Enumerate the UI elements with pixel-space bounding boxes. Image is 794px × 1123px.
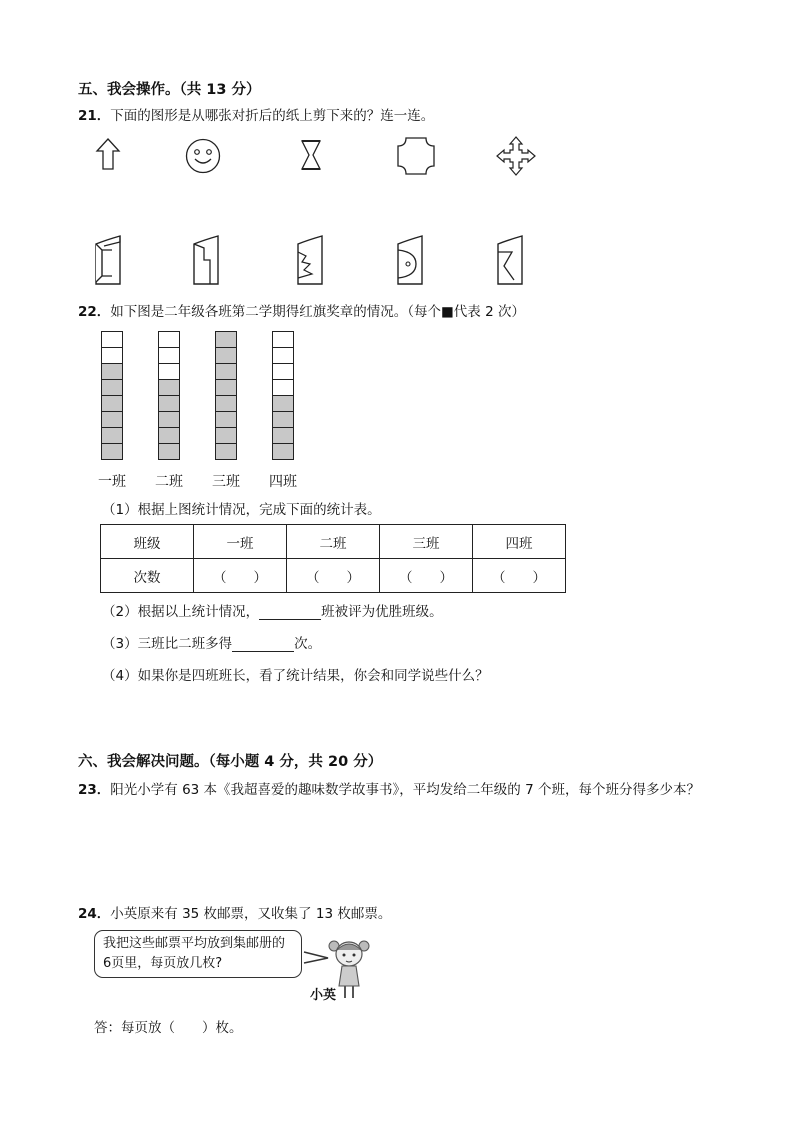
chart-category-label: 三班 — [212, 474, 240, 490]
chart-square-empty — [273, 364, 293, 380]
chart-bar-1 — [101, 331, 123, 460]
table-header-row — [101, 525, 566, 559]
folded-paper-semicircle-shape — [394, 234, 426, 286]
chart-square-empty — [102, 348, 122, 364]
question-text: 下面的图形是从哪张对折后的纸上剪下来的？连一连。 — [110, 108, 435, 124]
folded-paper-zigzag-shape — [294, 234, 326, 286]
folded-paper-bracket-shape — [92, 234, 124, 286]
section5-title: 五、我会操作。（共 13 分） — [78, 82, 261, 98]
sub-question-3 — [102, 632, 321, 652]
table-cell: 二班 — [287, 525, 380, 559]
chart-square-empty — [102, 332, 122, 348]
chart-square-filled — [216, 428, 236, 444]
table-cell: 一班 — [194, 525, 287, 559]
sub-question-text: 次。 — [294, 636, 322, 652]
folded-paper-sigma-shape — [494, 234, 526, 286]
table-cell: 班级 — [101, 525, 194, 559]
speech-bubble-tail — [304, 950, 330, 966]
question-text: 小英原来有 35 枚邮票，又收集了 13 枚邮票。 — [110, 906, 392, 922]
chart-square-filled — [216, 412, 236, 428]
chart-square-filled — [216, 364, 236, 380]
chart-bar-2 — [158, 331, 180, 460]
question-text: 阳光小学有 63 本《我超喜爱的趣味数学故事书》，平均发给二年级的 7 个班，每个班分得多少本？ — [110, 782, 700, 798]
chart-square-filled — [102, 396, 122, 412]
octagon-notched-shape — [396, 136, 436, 176]
question-21 — [78, 104, 434, 124]
chart-square-filled — [216, 332, 236, 348]
sub-question-text: （3）三班比二班多得 — [102, 636, 233, 652]
chart-square-empty — [159, 348, 179, 364]
chart-square-filled — [216, 380, 236, 396]
table-cell: 次数 — [101, 559, 194, 593]
chart-square-empty — [273, 332, 293, 348]
chart-square-filled — [273, 444, 293, 460]
question-number: 22． — [78, 304, 111, 320]
sub-question-2 — [102, 600, 443, 620]
question-number: 21． — [78, 108, 111, 124]
answer-blank[interactable]: （ ） — [473, 559, 566, 593]
chart-category-label: 一班 — [98, 474, 126, 490]
chart-category-label: 二班 — [155, 474, 183, 490]
sub-question-text: 班被评为优胜班级。 — [321, 604, 443, 620]
chart-square-filled — [102, 364, 122, 380]
question-24 — [78, 902, 391, 922]
chart-square-filled — [216, 444, 236, 460]
answer-blank[interactable]: （ ） — [194, 559, 287, 593]
chart-square-empty — [159, 364, 179, 380]
chart-square-empty — [273, 380, 293, 396]
question-23 — [78, 778, 768, 798]
chart-square-filled — [102, 412, 122, 428]
question-number: 24． — [78, 906, 111, 922]
chart-square-filled — [159, 412, 179, 428]
answer-line: 答：每页放（ ）枚。 — [94, 1020, 243, 1036]
chart-square-filled — [159, 396, 179, 412]
sub-question-1: （1）根据上图统计情况，完成下面的统计表。 — [102, 502, 381, 518]
chart-square-filled — [102, 444, 122, 460]
answer-blank[interactable] — [232, 637, 294, 652]
chart-square-filled — [273, 428, 293, 444]
sub-question-4: （4）如果你是四班班长，看了统计结果，你会和同学说些什么？ — [102, 668, 489, 684]
answer-blank[interactable]: （ ） — [380, 559, 473, 593]
chart-square-filled — [216, 348, 236, 364]
answer-blank[interactable]: （ ） — [287, 559, 380, 593]
question-number: 23． — [78, 782, 111, 798]
chart-square-filled — [159, 380, 179, 396]
question-text: 如下图是二年级各班第二学期得红旗奖章的情况。（每个■代表 2 次） — [110, 304, 525, 320]
smiley-face-shape — [185, 138, 221, 174]
chart-bar-3 — [215, 331, 237, 460]
hourglass-shape — [300, 140, 322, 170]
chart-square-filled — [159, 444, 179, 460]
four-arrow-cross-shape — [496, 136, 536, 176]
chart-square-empty — [159, 332, 179, 348]
chart-square-filled — [273, 396, 293, 412]
sub-question-text: （2）根据以上统计情况， — [102, 604, 260, 620]
speech-bubble: 我把这些邮票平均放到集邮册的6页里，每页放几枚? — [94, 930, 302, 978]
question-22 — [78, 300, 525, 320]
character-name: 小英 — [310, 988, 337, 1003]
chart-square-filled — [102, 428, 122, 444]
table-row — [101, 559, 566, 593]
chart-bar-4 — [272, 331, 294, 460]
chart-square-filled — [102, 380, 122, 396]
table-cell: 四班 — [473, 525, 566, 559]
folded-paper-step-shape — [190, 234, 222, 286]
section6-title: 六、我会解决问题。（每小题 4 分，共 20 分） — [78, 754, 383, 770]
chart-square-filled — [273, 412, 293, 428]
chart-category-label: 四班 — [269, 474, 297, 490]
arrow-up-shape — [95, 138, 121, 170]
chart-square-filled — [216, 396, 236, 412]
chart-square-empty — [273, 348, 293, 364]
table-cell: 三班 — [380, 525, 473, 559]
chart-square-filled — [159, 428, 179, 444]
answer-blank[interactable] — [259, 605, 321, 620]
statistics-table — [100, 524, 566, 593]
